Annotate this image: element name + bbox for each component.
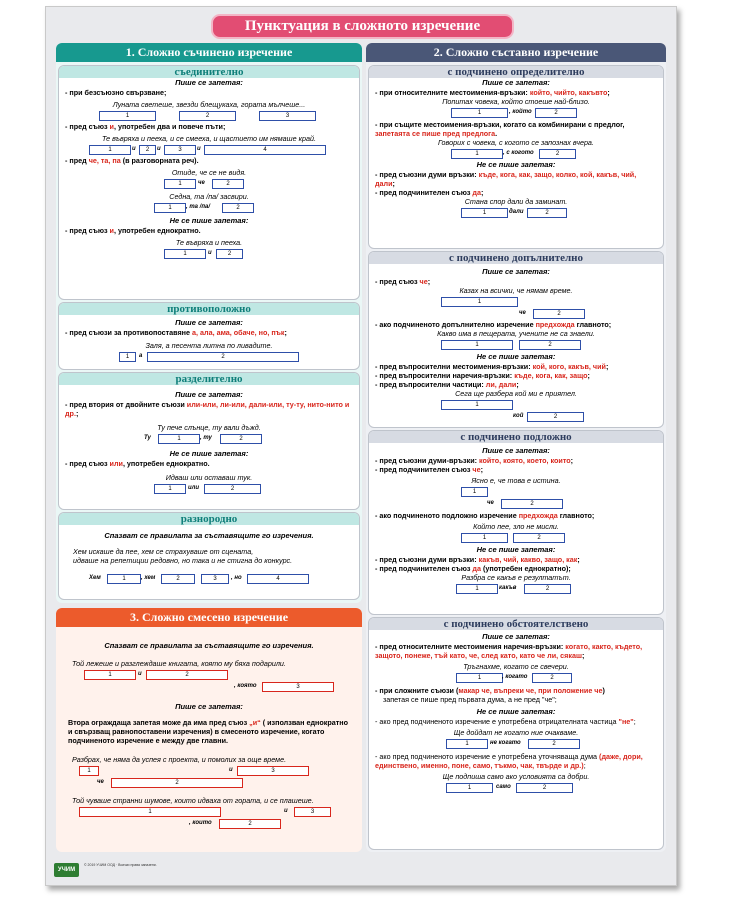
scheme-box: 1 [154, 484, 186, 494]
scheme-label: или [188, 485, 200, 491]
sentence-scheme [99, 110, 319, 121]
sentence-scheme [456, 672, 576, 683]
rule-text-part: - при сложните съюзи ( [375, 686, 459, 695]
sentence-scheme [461, 532, 571, 543]
scheme-box: 1 [441, 297, 518, 307]
sentence-scheme [441, 399, 591, 410]
column-mixed-sentence [56, 608, 362, 852]
highlight: да [472, 564, 481, 573]
publisher-logo: УЧИМ [54, 863, 79, 877]
sentence-scheme [451, 107, 581, 118]
rule-text-part: - пред въпросителни частици: [375, 380, 486, 389]
rule-text [369, 320, 663, 329]
section-disjunctive [58, 372, 360, 510]
sentence-scheme [164, 178, 254, 189]
rule-text [369, 380, 663, 389]
rule-text [369, 456, 663, 465]
example: Разбра се какъв е резултатът. [461, 573, 571, 582]
rule-text-part: - пред относителните местоимения наречия-връзки: [375, 642, 566, 651]
scheme-box: 1 [164, 179, 196, 189]
scheme-box: 1 [461, 208, 508, 218]
rule-text [369, 371, 663, 380]
rule-text-part: - пред съюзни думи връзки: [375, 555, 479, 564]
scheme-box: 1 [99, 111, 156, 121]
rule-heading: Не се пише запетая: [476, 352, 556, 361]
scheme-box: 2 [535, 108, 577, 118]
highlight: и [109, 122, 114, 131]
rule-text-part: - пред втория от двойните съюзи [65, 400, 187, 409]
example: Те въвряха и пееха. [175, 238, 243, 247]
highlight: а, ала, ама, обаче, но, пък [192, 328, 285, 337]
section-header: с подчинено определително [369, 66, 663, 78]
scheme-box: 2 [216, 249, 243, 259]
rule-text-part: ; [480, 188, 484, 197]
scheme-box: 2 [219, 819, 281, 829]
scheme-label: , хем [141, 575, 156, 581]
scheme-label: че [97, 779, 104, 785]
scheme-label: Ту [144, 435, 151, 441]
rule-text-part: ; [570, 456, 574, 465]
rule-text [369, 362, 663, 371]
scheme-label: кой [513, 413, 524, 419]
rule-text-part: - ако подчиненото допълнително изречение [375, 320, 536, 329]
rule-text [56, 718, 362, 745]
scheme-box: 2 [220, 434, 262, 444]
sentence-scheme [441, 296, 591, 307]
scheme-label: че [519, 310, 526, 316]
scheme-box: 1 [451, 149, 503, 159]
rule-text: - при безсъюзно свързване; [65, 88, 167, 97]
example: Той лежеше и разглеждаше книгата, която му бяха подарили. [72, 659, 286, 668]
rule-heading: Спазват се правилата за съставящите го изречения. [104, 641, 314, 650]
scheme-box: 2 [146, 670, 228, 680]
rule-text [369, 129, 663, 138]
rule-text [369, 564, 663, 573]
highlight: или [109, 459, 123, 468]
rule-heading: Пише се запетая: [175, 318, 243, 327]
scheme-box: 3 [259, 111, 316, 121]
highlight: че [472, 465, 481, 474]
rule-heading: Пише се запетая: [482, 632, 550, 641]
scheme-box: 1 [158, 434, 200, 444]
rule-text-part: главното; [574, 320, 612, 329]
example: Отиде, че се не видя. [171, 168, 247, 177]
section-object [368, 251, 664, 428]
scheme-label: само [496, 784, 511, 790]
scheme-label: а [139, 353, 143, 359]
example: Луната светеше, звезди блещукаха, гората мълчеше... [112, 100, 306, 109]
scheme-label: , която [234, 683, 257, 689]
scheme-box: 1 [456, 673, 503, 683]
example: Хем искаше да пее, хем се страхуваше от сцената, [73, 547, 254, 556]
rule-text-part: ; [581, 651, 585, 660]
scheme-box: 1 [446, 739, 488, 749]
highlight: макар че, въпреки че, при положение че [458, 686, 603, 695]
example: Тръгнахме, когато се свечери. [463, 662, 569, 671]
column-3-header: 3. Сложно смесено изречение [56, 608, 362, 627]
example: Говорих с човека, с когото се запознах вчера. [438, 138, 594, 147]
column-2-header: 2. Сложно съставно изречение [366, 43, 666, 62]
sentence-scheme [441, 411, 591, 422]
scheme-box: 1 [461, 487, 488, 497]
rule-text-part: ; [633, 717, 636, 726]
rule-text-part: , употребен еднократно. [122, 459, 210, 468]
scheme-label: и [197, 146, 201, 152]
rule-heading: Пише се запетая: [482, 446, 550, 455]
scheme-label: дали [509, 209, 524, 215]
sentence-scheme [451, 148, 581, 159]
section-heterogeneous [58, 512, 360, 600]
highlight: че [419, 277, 428, 286]
scheme-label: че [487, 500, 494, 506]
section-header: разнородно [59, 513, 359, 525]
rule-heading: Не се пише запетая: [169, 449, 249, 458]
scheme-box: 2 [519, 340, 581, 350]
rule-text-part: - пред подчинителен съюз [375, 465, 473, 474]
scheme-box: 1 [79, 807, 221, 817]
scheme-label: , който [509, 109, 532, 115]
scheme-box: 2 [204, 484, 261, 494]
highlight: че, та, па [88, 156, 121, 165]
example: Ще подпиша само ако условията са добри. [442, 772, 590, 781]
example: Идваш или оставаш тук. [165, 473, 253, 482]
sentence-scheme [79, 818, 339, 829]
section-copulative [58, 65, 360, 300]
highlight: или-или, ли-или, дали-или, ту-ту, нито-нито и др. [65, 400, 350, 418]
scheme-box: 1 [119, 352, 136, 362]
example: Попитах човека, който стоеше най-близо. [442, 97, 590, 106]
scheme-box: 1 [456, 584, 498, 594]
sentence-scheme [461, 498, 571, 509]
rule-text-part: ; [607, 88, 610, 97]
rule-text-part: - пред подчинителен съюз [375, 188, 473, 197]
rule-text-part: . [495, 129, 498, 138]
scheme-box: 2 [532, 673, 572, 683]
highlight: ли, дали [485, 380, 517, 389]
rule-text-part: ) [602, 686, 605, 695]
rule-text-part: Втора ограждаща запетая може да има пред съюз [68, 718, 250, 727]
sentence-scheme [456, 583, 576, 594]
scheme-label: Хем [89, 575, 101, 581]
sentence-scheme [84, 681, 334, 692]
sentence-scheme [154, 202, 264, 213]
scheme-box: 3 [237, 766, 309, 776]
scheme-label: и [138, 671, 142, 677]
rule-text-part: - пред съюз [375, 277, 420, 286]
highlight: кой, кого, какъв, чий [532, 362, 606, 371]
rule-text-part: ; [480, 465, 483, 474]
rule-text [59, 328, 359, 337]
page-title: Пунктуация в сложното изречение [211, 14, 514, 39]
scheme-box: 2 [516, 783, 573, 793]
rule-heading: Не се пише запетая: [476, 707, 556, 716]
scheme-label: и [157, 146, 161, 152]
rule-text [59, 156, 359, 165]
scheme-box: 1 [451, 108, 508, 118]
sentence-scheme [89, 144, 329, 155]
scheme-label: и [229, 767, 233, 773]
highlight: къде, кога, как, защо [514, 371, 588, 380]
scheme-box: 2 [528, 739, 580, 749]
scheme-box: 2 [527, 412, 584, 422]
poster [45, 6, 677, 886]
example: Заля, а песента литна по ливадите. [145, 341, 273, 350]
rule-text-part: главното; [557, 511, 595, 520]
rule-heading: Не се пише запетая: [169, 216, 249, 225]
scheme-box: 1 [107, 574, 141, 584]
scheme-label: , но [231, 575, 242, 581]
sentence-scheme [441, 308, 591, 319]
rule-heading: Пише се запетая: [482, 267, 550, 276]
rule-text-part: ; [577, 555, 580, 564]
example: Седна, та /па/ засвири. [169, 192, 249, 201]
scheme-box: 1 [461, 533, 508, 543]
rule-text [59, 122, 359, 131]
rule-text [369, 465, 663, 474]
highlight: запетаята се пише пред предлога [375, 129, 496, 138]
scheme-box: 3 [201, 574, 229, 584]
rule-text-part: ; [392, 179, 395, 188]
rule-text-part: ; [583, 761, 586, 770]
rule-text-part: ; [427, 277, 431, 286]
example: Той чуваше странни шумове, които идваха от гората, и се плашеше. [72, 796, 314, 805]
highlight: (даже, дори, единствено, именно, поне, само, тъкмо, чак, твърде и др.) [375, 752, 643, 770]
rule-text-part: ; [587, 371, 590, 380]
highlight: къде, кога, как, защо, колко, кой, какъв, чий, дали [375, 170, 637, 188]
rule-text-part: ; [605, 362, 609, 371]
scheme-box: 2 [111, 778, 243, 788]
section-header: с подчинено допълнително [369, 252, 663, 264]
rule-text-part: - пред съюз [65, 459, 110, 468]
example: Който пее, зло не мисли. [473, 522, 559, 531]
example: Казах на всички, че нямам време. [459, 286, 573, 295]
rule-text [369, 88, 663, 97]
rule-text-part: - пред подчинителен съюз [375, 564, 473, 573]
rule-text-part: - пред съюзни думи връзки: [375, 170, 479, 179]
section-adversative [58, 302, 360, 370]
sentence-scheme [79, 765, 339, 776]
section-attributive [368, 65, 664, 249]
rule-text-part: , употребен еднократно. [113, 226, 201, 235]
rule-text [369, 170, 663, 188]
highlight: предхожда [535, 320, 575, 329]
section-header: разделително [59, 373, 359, 385]
rule-text-part: (в разговорната реч). [120, 156, 199, 165]
rule-text-part: ; [75, 409, 79, 418]
scheme-box: 2 [161, 574, 195, 584]
rule-heading: Не се пише запетая: [476, 545, 556, 554]
highlight: какъв, чий, какво, защо, как [478, 555, 578, 564]
scheme-box: 4 [204, 145, 326, 155]
example: Ту пече слънце, ту вали дъжд. [157, 423, 261, 432]
rule-text [59, 226, 359, 235]
highlight: когато, както, където, защото, понеже, тъй като, че, след като, като че ли, сякаш [375, 642, 643, 660]
highlight: „и“ [249, 718, 261, 727]
rule-text-part: - пред въпросителни местоимения-връзки: [375, 362, 533, 371]
scheme-box: 1 [441, 400, 513, 410]
scheme-box: 1 [89, 145, 131, 155]
example: Ще дойдат не когато ние очакваме. [453, 728, 579, 737]
scheme-box: 2 [147, 352, 299, 362]
rule-text [369, 686, 663, 695]
sentence-scheme [154, 483, 264, 494]
column-compound-sentence [56, 43, 362, 603]
sentence-scheme [79, 777, 339, 788]
highlight: предхожда [518, 511, 558, 520]
scheme-box: 1 [154, 203, 186, 213]
scheme-label: , които [189, 820, 212, 826]
scheme-box: 2 [524, 584, 571, 594]
section-header: съединително [59, 66, 359, 78]
scheme-box: 1 [164, 249, 206, 259]
column-complex-sentence [366, 43, 666, 852]
sentence-scheme [441, 339, 591, 350]
scheme-box: 2 [179, 111, 236, 121]
scheme-label: , когато [502, 674, 528, 680]
scheme-box: 3 [294, 807, 331, 817]
rule-text-part: - ако пред подчиненото изречение е употребена отрицателната частица [375, 717, 619, 726]
sentence-scheme [164, 248, 254, 259]
sentence-scheme [446, 782, 586, 793]
scheme-label: и [132, 146, 136, 152]
scheme-label: и [284, 808, 288, 814]
example: Те въвряха и пееха, и се смееха, и щастието им нямаше край. [101, 134, 317, 143]
sentence-scheme [89, 573, 329, 584]
sentence-scheme [446, 738, 586, 749]
sentence-scheme [79, 806, 339, 817]
highlight: "не" [618, 717, 634, 726]
rule-text [369, 555, 663, 564]
sentence-scheme [144, 433, 274, 444]
rule-heading: Спазват се правилата за съставящите го изречения. [104, 531, 314, 540]
rule-heading: Не се пише запетая: [476, 160, 556, 169]
rule-text-part: ; [516, 380, 519, 389]
rule-text-part: - пред съюз [65, 122, 110, 131]
scheme-box: 2 [513, 533, 565, 543]
rule-text-part: , употребен два и повече пъти; [113, 122, 226, 131]
scheme-box: 1 [84, 670, 136, 680]
rule-text-part: - пред [65, 156, 89, 165]
scheme-label: , та /па/ [186, 204, 211, 210]
rule-text [369, 277, 663, 286]
example: Стана спор дали да заминат. [464, 197, 568, 206]
rule-heading: Пише се запетая: [175, 702, 243, 711]
rule-text-part: - при относителните местоимения-връзки: [375, 88, 530, 97]
example: Какво има в пещерата, ученитe не са знаели. [437, 329, 595, 338]
rule-text [369, 642, 663, 660]
rule-heading: Пише се запетая: [175, 390, 243, 399]
footer-copyright: © 2019 УЧИМ ООД · Всички права запазени. [84, 863, 157, 867]
section-adverbial [368, 617, 664, 850]
rule-text-part: - пред съюзни думи-връзки: [375, 456, 479, 465]
section-header: с подчинено обстоятелствено [369, 618, 663, 630]
rule-heading: Пише се запетая: [482, 78, 550, 87]
highlight: да [472, 188, 481, 197]
rule-text-part: - ако подчиненото подложно изречение [375, 511, 519, 520]
rule-text [369, 188, 663, 197]
sentence-scheme [461, 486, 571, 497]
scheme-box: 1 [79, 766, 99, 776]
highlight: и [109, 226, 114, 235]
rule-text [369, 752, 663, 770]
scheme-box: 2 [501, 499, 563, 509]
rule-text-part: - пред съюз [65, 226, 110, 235]
example: Ясно е, че това е истина. [471, 476, 561, 485]
example: Сега ще разбера кой ми е приятел. [455, 389, 577, 398]
example: идваше на репетиции редовно, но така и не стигна до конкурс. [73, 556, 293, 565]
rule-text-part: (употребен еднократно); [480, 564, 571, 573]
scheme-label: , ту [200, 435, 212, 441]
scheme-box: 2 [212, 179, 244, 189]
scheme-label: , с когото [503, 150, 534, 156]
sentence-scheme [461, 207, 571, 218]
rule-text [369, 511, 663, 520]
rule-text-part: ; [284, 328, 287, 337]
scheme-box: 2 [139, 145, 156, 155]
scheme-label: не когато [490, 740, 521, 746]
highlight: който, която, което, които [479, 456, 571, 465]
rule-text-part: - пред въпросителни наречия-връзки: [375, 371, 515, 380]
scheme-box: 2 [533, 309, 585, 319]
rule-text-part: ( използван еднократно и свързващ равнопоставени изречения) в смесеното изречение, когато подчиненото изречение е между две главни. [68, 718, 349, 745]
section-header: противоположно [59, 303, 359, 315]
scheme-box: 2 [527, 208, 567, 218]
column-1-header: 1. Сложно съчинено изречение [56, 43, 362, 62]
scheme-label: че [198, 180, 205, 186]
rule-text-part: - пред съюзи за противопоставяне [65, 328, 193, 337]
rule-text [369, 717, 663, 726]
rule-heading: Пише се запетая: [175, 78, 243, 87]
highlight: който, чийто, какъвто [529, 88, 608, 97]
rule-text: запетая се пише пред първата дума, а не пред "че"; [383, 695, 557, 704]
scheme-box: 2 [539, 149, 576, 159]
scheme-box: 3 [262, 682, 334, 692]
scheme-label: какъв [499, 585, 517, 591]
rule-text-part: - ако пред подчиненото изречение е употребена уточняваща дума [375, 752, 600, 761]
scheme-box: 1 [446, 783, 493, 793]
scheme-box: 3 [164, 145, 196, 155]
sentence-scheme [84, 669, 334, 680]
scheme-label: и [208, 250, 212, 256]
rule-text [59, 400, 359, 418]
section-header: с подчинено подложно [369, 431, 663, 443]
section-subject [368, 430, 664, 615]
scheme-box: 2 [222, 203, 254, 213]
sentence-scheme [119, 351, 299, 362]
rule-text: - при същите местоимения-връзки, когато са комбинирани с предлог, [375, 120, 625, 129]
scheme-box: 1 [441, 340, 513, 350]
example: Разбрах, че няма да успея с проекта, и помолих за още време. [72, 755, 287, 764]
rule-text [59, 459, 359, 468]
scheme-box: 4 [247, 574, 309, 584]
